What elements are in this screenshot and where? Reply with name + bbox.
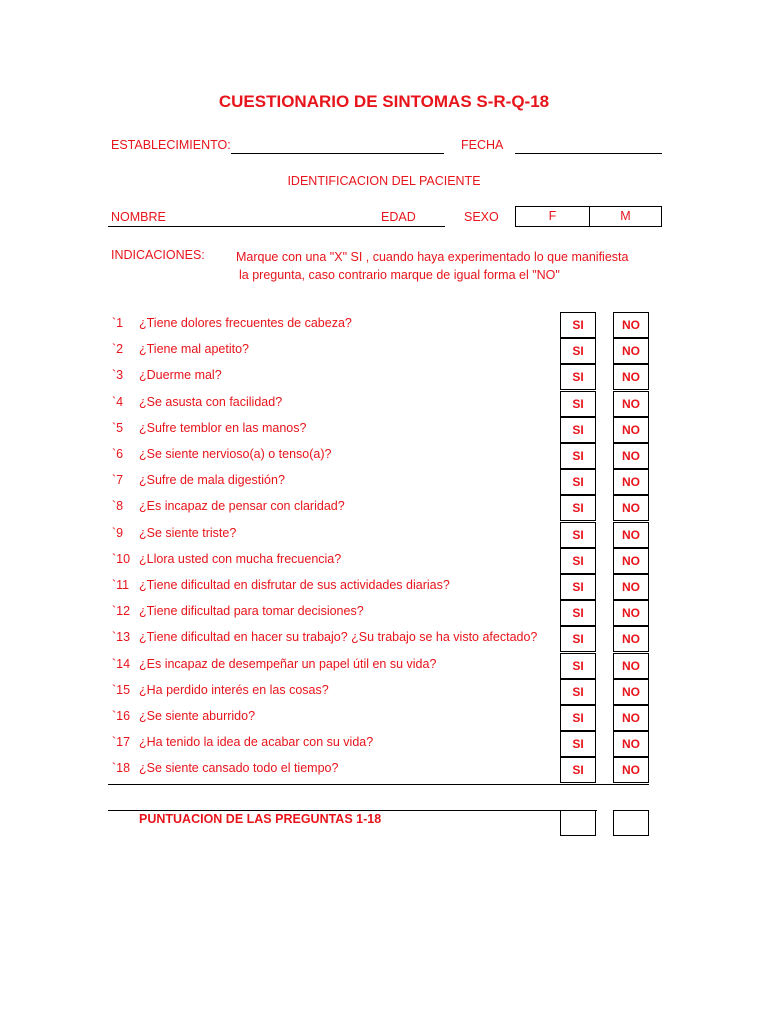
fecha-field[interactable] xyxy=(515,153,662,154)
indicaciones-line-1: Marque con una "X" SI , cuando haya experimentado lo que manifiesta xyxy=(236,250,629,264)
question-number: `8 xyxy=(112,499,124,513)
sexo-box xyxy=(515,206,662,227)
answer-no-box[interactable]: NO xyxy=(613,548,649,574)
question-text: ¿Sufre temblor en las manos? xyxy=(139,421,307,435)
question-number: `5 xyxy=(112,421,124,435)
score-no-box[interactable] xyxy=(613,810,649,836)
answer-si-box[interactable]: SI xyxy=(560,443,596,469)
answer-si-box[interactable]: SI xyxy=(560,600,596,626)
answer-no-box[interactable]: NO xyxy=(613,338,649,364)
question-text: ¿Tiene dificultad para tomar decisiones? xyxy=(139,604,364,618)
sexo-f-option[interactable]: F xyxy=(548,209,557,223)
question-text: ¿Tiene mal apetito? xyxy=(139,342,250,356)
question-text: ¿Ha tenido la idea de acabar con su vida? xyxy=(139,735,374,749)
answer-no-box[interactable]: NO xyxy=(613,522,649,548)
question-text: ¿Se siente cansado todo el tiempo? xyxy=(139,761,339,775)
answer-si-box[interactable]: SI xyxy=(560,626,596,652)
indicaciones-label: INDICACIONES: xyxy=(111,248,205,262)
question-number: `10 xyxy=(112,552,131,566)
establecimiento-label: ESTABLECIMIENTO: xyxy=(111,138,231,152)
fecha-label: FECHA xyxy=(461,138,504,152)
question-number: `1 xyxy=(112,316,124,330)
answer-si-box[interactable]: SI xyxy=(560,574,596,600)
questions-bottom-line xyxy=(108,784,649,785)
question-number: `11 xyxy=(112,578,130,592)
answer-no-box[interactable]: NO xyxy=(613,731,649,757)
question-number: `3 xyxy=(112,368,124,382)
nombre-label: NOMBRE xyxy=(111,210,166,224)
score-top-line xyxy=(108,810,597,811)
answer-no-box[interactable]: NO xyxy=(613,312,649,338)
answer-si-box[interactable]: SI xyxy=(560,364,596,390)
question-text: ¿Tiene dolores frecuentes de cabeza? xyxy=(139,316,352,330)
question-number: `17 xyxy=(112,735,131,749)
question-number: `9 xyxy=(112,526,124,540)
question-number: `12 xyxy=(112,604,131,618)
answer-no-box[interactable]: NO xyxy=(613,653,649,679)
answer-no-box[interactable]: NO xyxy=(613,443,649,469)
question-number: `4 xyxy=(112,395,124,409)
nombre-field[interactable] xyxy=(108,226,445,227)
answer-si-box[interactable]: SI xyxy=(560,731,596,757)
question-text: ¿Se siente aburrido? xyxy=(139,709,256,723)
answer-no-box[interactable]: NO xyxy=(613,600,649,626)
question-text: ¿Ha perdido interés en las cosas? xyxy=(139,683,329,697)
question-text: ¿Es incapaz de desempeñar un papel útil en su vida? xyxy=(139,657,437,671)
question-number: `14 xyxy=(112,657,131,671)
answer-si-box[interactable]: SI xyxy=(560,522,596,548)
question-number: `16 xyxy=(112,709,131,723)
answer-si-box[interactable]: SI xyxy=(560,548,596,574)
score-si-box[interactable] xyxy=(560,810,596,836)
answer-si-box[interactable]: SI xyxy=(560,653,596,679)
question-number: `13 xyxy=(112,630,131,644)
question-text: ¿Se asusta con facilidad? xyxy=(139,395,283,409)
answer-si-box[interactable]: SI xyxy=(560,469,596,495)
answer-no-box[interactable]: NO xyxy=(613,757,649,783)
answer-si-box[interactable]: SI xyxy=(560,312,596,338)
question-number: `18 xyxy=(112,761,131,775)
question-number: `7 xyxy=(112,473,124,487)
question-text: ¿Llora usted con mucha frecuencia? xyxy=(139,552,342,566)
answer-si-box[interactable]: SI xyxy=(560,757,596,783)
question-text: ¿Es incapaz de pensar con claridad? xyxy=(139,499,345,513)
answer-no-box[interactable]: NO xyxy=(613,626,649,652)
answer-si-box[interactable]: SI xyxy=(560,391,596,417)
indicaciones-line-2: la pregunta, caso contrario marque de igual forma el "NO" xyxy=(239,268,560,282)
answer-si-box[interactable]: SI xyxy=(560,679,596,705)
question-text: ¿Tiene dificultad en hacer su trabajo? ¿Su trabajo se ha visto afectado? xyxy=(139,630,538,644)
answer-no-box[interactable]: NO xyxy=(613,679,649,705)
sexo-label: SEXO xyxy=(464,210,499,224)
question-text: ¿Se siente triste? xyxy=(139,526,237,540)
section-title: IDENTIFICACION DEL PACIENTE xyxy=(287,174,481,188)
establecimiento-field[interactable] xyxy=(231,153,444,154)
sexo-m-option[interactable]: M xyxy=(620,209,631,223)
answer-no-box[interactable]: NO xyxy=(613,495,649,521)
score-label: PUNTUACION DE LAS PREGUNTAS 1-18 xyxy=(139,812,382,826)
question-number: `15 xyxy=(112,683,131,697)
question-number: `2 xyxy=(112,342,124,356)
answer-no-box[interactable]: NO xyxy=(613,364,649,390)
edad-label: EDAD xyxy=(381,210,416,224)
answer-no-box[interactable]: NO xyxy=(613,574,649,600)
answer-si-box[interactable]: SI xyxy=(560,417,596,443)
question-number: `6 xyxy=(112,447,124,461)
question-text: ¿Duerme mal? xyxy=(139,368,222,382)
question-text: ¿Tiene dificultad en disfrutar de sus actividades diarias? xyxy=(139,578,450,592)
question-text: ¿Se siente nervioso(a) o tenso(a)? xyxy=(139,447,332,461)
answer-no-box[interactable]: NO xyxy=(613,417,649,443)
answer-no-box[interactable]: NO xyxy=(613,469,649,495)
answer-si-box[interactable]: SI xyxy=(560,338,596,364)
answer-si-box[interactable]: SI xyxy=(560,495,596,521)
answer-si-box[interactable]: SI xyxy=(560,705,596,731)
answer-no-box[interactable]: NO xyxy=(613,391,649,417)
question-text: ¿Sufre de mala digestión? xyxy=(139,473,285,487)
form-title: CUESTIONARIO DE SINTOMAS S-R-Q-18 xyxy=(218,92,550,111)
answer-no-box[interactable]: NO xyxy=(613,705,649,731)
